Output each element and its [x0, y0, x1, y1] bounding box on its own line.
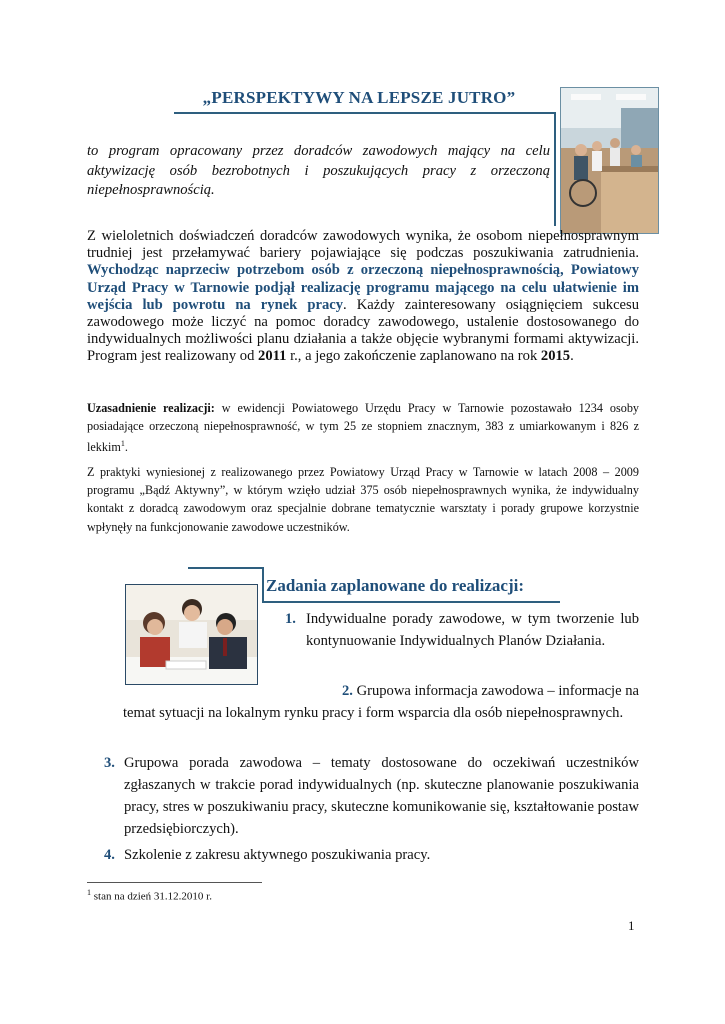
task-text-1: Indywidualne porady zawodowe, w tym tworzenie lub kontynuowanie Indywidualnych Planów Działania. — [306, 611, 639, 649]
footnote-separator — [87, 882, 262, 883]
para1-text-4: . — [570, 348, 574, 365]
meeting-photo-illustration — [126, 585, 257, 684]
justification-text: w ewidencji Powiatowego Urzędu Pracy w Tarnowie pozostawało 1234 osoby posiadające orzeczoną niepełnosprawność, w tym 25 ze stopniem znacznym, 383 z umiarkowanym i 826 z lekkim — [87, 401, 640, 455]
start-year: 2011 — [258, 348, 287, 365]
para1-text-3: r., a jego zakończenie zaplanowano na rok — [286, 348, 541, 365]
practice-paragraph: Z praktyki wyniesionej z realizowanego przez Powiatowy Urząd Pracy w Tarnowie w latach 2008 – 2009 programu „Bądź Aktywny”, w którym wzięło udział 375 osób niepełnosprawnych wynika, że indywidualny kontakt z doradcą zawodowym oraz specjalnie dobrane tematycznie warsztaty i porady grupowe korzystnie wpłynęły na funkcjonowanie zawodowe uczestników. — [87, 465, 639, 534]
document-title: „PERSPEKTYWY NA LEPSZE JUTRO” — [202, 88, 516, 107]
footnote-reference: 1 — [120, 439, 125, 448]
end-year: 2015 — [540, 348, 571, 365]
task-text-2b: temat sytuacji na lokalnym rynku pracy i form wsparcia dla osób niepełnosprawnych. — [123, 705, 624, 721]
footnote-text: stan na dzień 31.12.2010 r. — [91, 890, 212, 903]
task-text-3: Grupowa porada zawodowa – tematy dostosowane do oczekiwań uczestników zgłaszanych w trakcie porad indywidualnych (np. skuteczne planowanie poszukiwania pracy, stres w poszukiwaniu pracy, skuteczne komunikowanie się, kształtowanie postaw przedsiębiorczych). — [124, 755, 639, 837]
office-photo — [560, 87, 659, 234]
task-text-2a: Grupowa informacja zawodowa – informacje na — [356, 683, 639, 699]
task-number-1: 1. — [285, 611, 296, 627]
title-frame-line — [554, 112, 556, 226]
office-photo-illustration — [561, 88, 658, 233]
task-number-4: 4. — [104, 847, 115, 863]
footnote-marker: 1 — [87, 888, 91, 897]
section-heading-underline — [262, 601, 560, 603]
task-text-4: Szkolenie z zakresu aktywnego poszukiwania pracy. — [124, 847, 431, 863]
intro-text: to program opracowany przez doradców zawodowych mający na celu aktywizację osób bezrobotnych i poszukujących pracy z orzeczoną niepełnosprawnością. — [87, 143, 550, 198]
section-frame-side — [262, 567, 264, 603]
page-number: 1 — [628, 918, 635, 933]
main-paragraph — [87, 228, 639, 366]
title-underline — [174, 112, 556, 114]
footnote — [87, 888, 212, 903]
task-number-3: 3. — [104, 755, 115, 771]
para1-text-1: Z wieloletnich doświadczeń doradców zawodowych wynika, że osobom niepełnosprawnym trudniej jest przełamywać bariery pojawiające się podczas poszukiwania zatrudnienia. — [87, 228, 639, 262]
task-item-2 — [123, 680, 639, 724]
para1-highlight: Wychodząc naprzeciw potrzebom osób z orzeczoną niepełnosprawnością, Powiatowy Urząd Pracy w Tarnowie podjął realizację programu mającego na celu ułatwienie im wejścia lub powrotu na rynek pracy — [87, 262, 639, 313]
justification-paragraph — [87, 400, 639, 457]
meeting-photo — [125, 584, 258, 685]
section-frame-top — [188, 567, 264, 569]
para1-text-2: . Każdy zainteresowany osiągnięciem sukcesu zawodowego może liczyć na pomoc doradcy zawodowego, ustalenie dostosowanego do indywidualnych możliwości planu działania a także objęcie wybranymi formami aktywizacji. Program jest realizowany od — [87, 296, 640, 365]
task-item-1 — [285, 608, 639, 652]
task-number-2: 2. — [341, 683, 353, 699]
task-item-3 — [104, 752, 639, 840]
tasks-heading: Zadania zaplanowane do realizacji: — [266, 576, 524, 595]
justification-label: Uzasadnienie realizacji: — [87, 401, 215, 415]
justification-end: . — [124, 440, 128, 455]
task-item-4 — [104, 844, 639, 866]
